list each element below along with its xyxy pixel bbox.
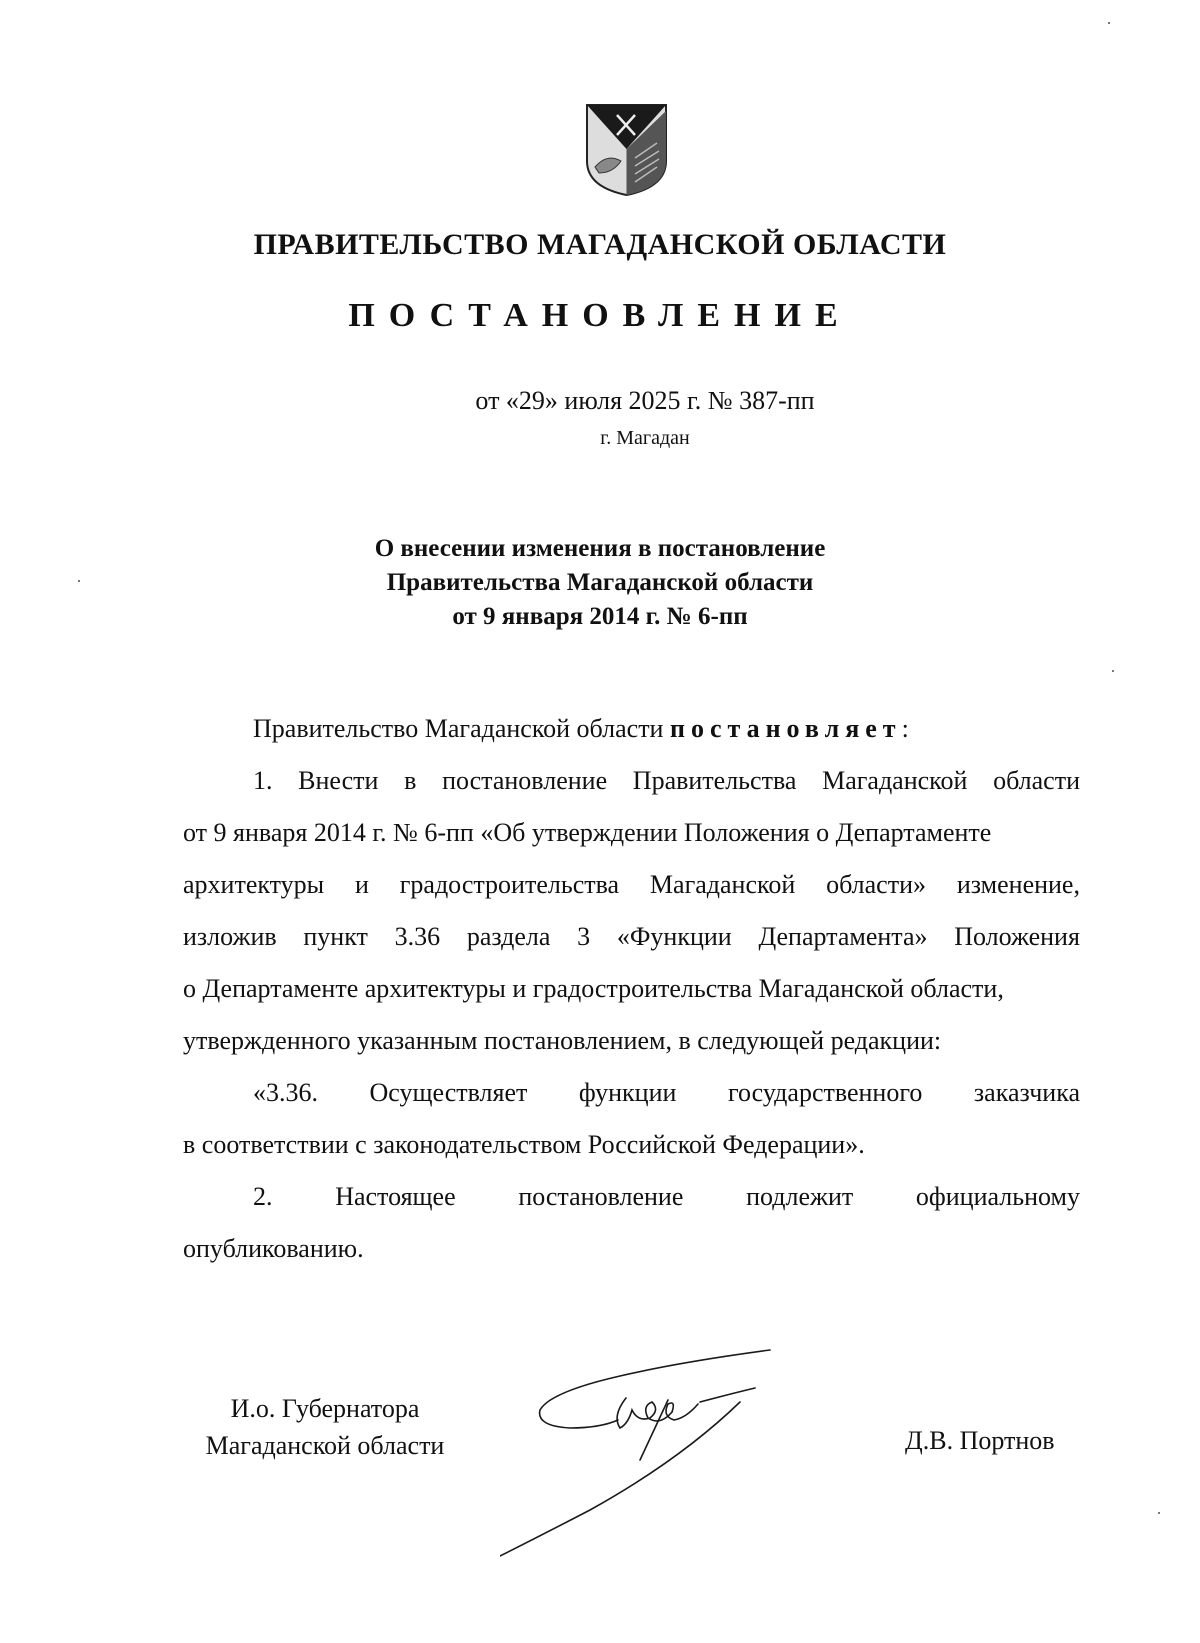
subject-line: О внесении изменения в постановление <box>374 535 826 562</box>
preamble-verb: постановляет <box>669 714 902 743</box>
scan-speck <box>1112 670 1114 672</box>
word: 3 <box>577 922 591 951</box>
preamble-colon: : <box>901 714 909 743</box>
signer-position <box>190 1390 460 1464</box>
word: «3.36. <box>253 1078 318 1107</box>
scan-speck <box>1158 1512 1160 1514</box>
handwritten-signature <box>500 1340 830 1560</box>
word: Магаданской <box>822 766 968 795</box>
word: Настоящее <box>335 1182 456 1211</box>
paragraph-1-line: от 9 января 2014 г. № 6-пп «Об утверждении Положения о Департаменте <box>183 818 992 847</box>
subject-line: от 9 января 2014 г. № 6-пп <box>452 603 748 630</box>
paragraph-1-line <box>183 859 1080 911</box>
word: постановление <box>442 766 608 795</box>
paragraph-1-line: утвержденного указанным постановлением, в следующей редакции: <box>183 1026 942 1055</box>
word: изменение, <box>956 870 1080 899</box>
preamble-text: Правительство Магаданской области <box>253 714 664 743</box>
subject-line: Правительства Магаданской области <box>386 569 814 596</box>
word: официальному <box>915 1182 1080 1211</box>
document-date-number: от «29» июля 2025 г. № 387-пп <box>475 386 815 415</box>
word: изложив <box>183 922 277 951</box>
scan-speck <box>78 580 80 582</box>
word: заказчика <box>973 1078 1080 1107</box>
government-title: ПРАВИТЕЛЬСТВО МАГАДАНСКОЙ ОБЛАСТИ <box>253 228 947 261</box>
word: функции <box>578 1078 677 1107</box>
word: Положения <box>954 922 1080 951</box>
paragraph-2-line: опубликованию. <box>183 1234 364 1263</box>
word: раздела <box>466 922 551 951</box>
word: градостроительства <box>399 870 620 899</box>
word: области» <box>826 870 926 899</box>
quote-line <box>183 1067 1080 1119</box>
paragraph-2-line <box>183 1171 1080 1223</box>
word: постановление <box>518 1182 684 1211</box>
scan-speck <box>1108 22 1110 24</box>
word: Магаданской <box>649 870 796 899</box>
signer-name: Д.В. Портнов <box>905 1426 1055 1455</box>
word: государственного <box>727 1078 923 1107</box>
quote-line: в соответствии с законодательством Российской Федерации». <box>183 1130 865 1159</box>
document-type: ПОСТАНОВЛЕНИЕ <box>348 297 852 334</box>
preamble <box>183 703 1080 755</box>
word: и <box>354 870 369 899</box>
word: Внести <box>298 766 379 795</box>
signer-position-line: И.о. Губернатора <box>230 1394 420 1423</box>
document-subject <box>0 532 1200 634</box>
word: 3.36 <box>394 922 441 951</box>
word: «Функции <box>616 922 732 951</box>
word: архитектуры <box>183 870 325 899</box>
word: Департамента» <box>758 922 928 951</box>
word: подлежит <box>746 1182 854 1211</box>
word: 2. <box>253 1182 273 1211</box>
document-body <box>183 703 1080 1275</box>
word: в <box>404 766 417 795</box>
word: Правительства <box>632 766 797 795</box>
coat-of-arms-emblem <box>585 103 668 197</box>
paragraph-1-line <box>183 911 1080 963</box>
paragraph-1-line: о Департаменте архитектуры и градостроительства Магаданской области, <box>183 974 1004 1003</box>
word: области <box>993 766 1080 795</box>
paragraph-1-line <box>183 755 1080 807</box>
document-city: г. Магадан <box>600 427 690 449</box>
word: пункт <box>303 922 368 951</box>
signer-position-line: Магаданской области <box>205 1431 445 1460</box>
word: 1. <box>253 766 273 795</box>
word: Осуществляет <box>369 1078 528 1107</box>
